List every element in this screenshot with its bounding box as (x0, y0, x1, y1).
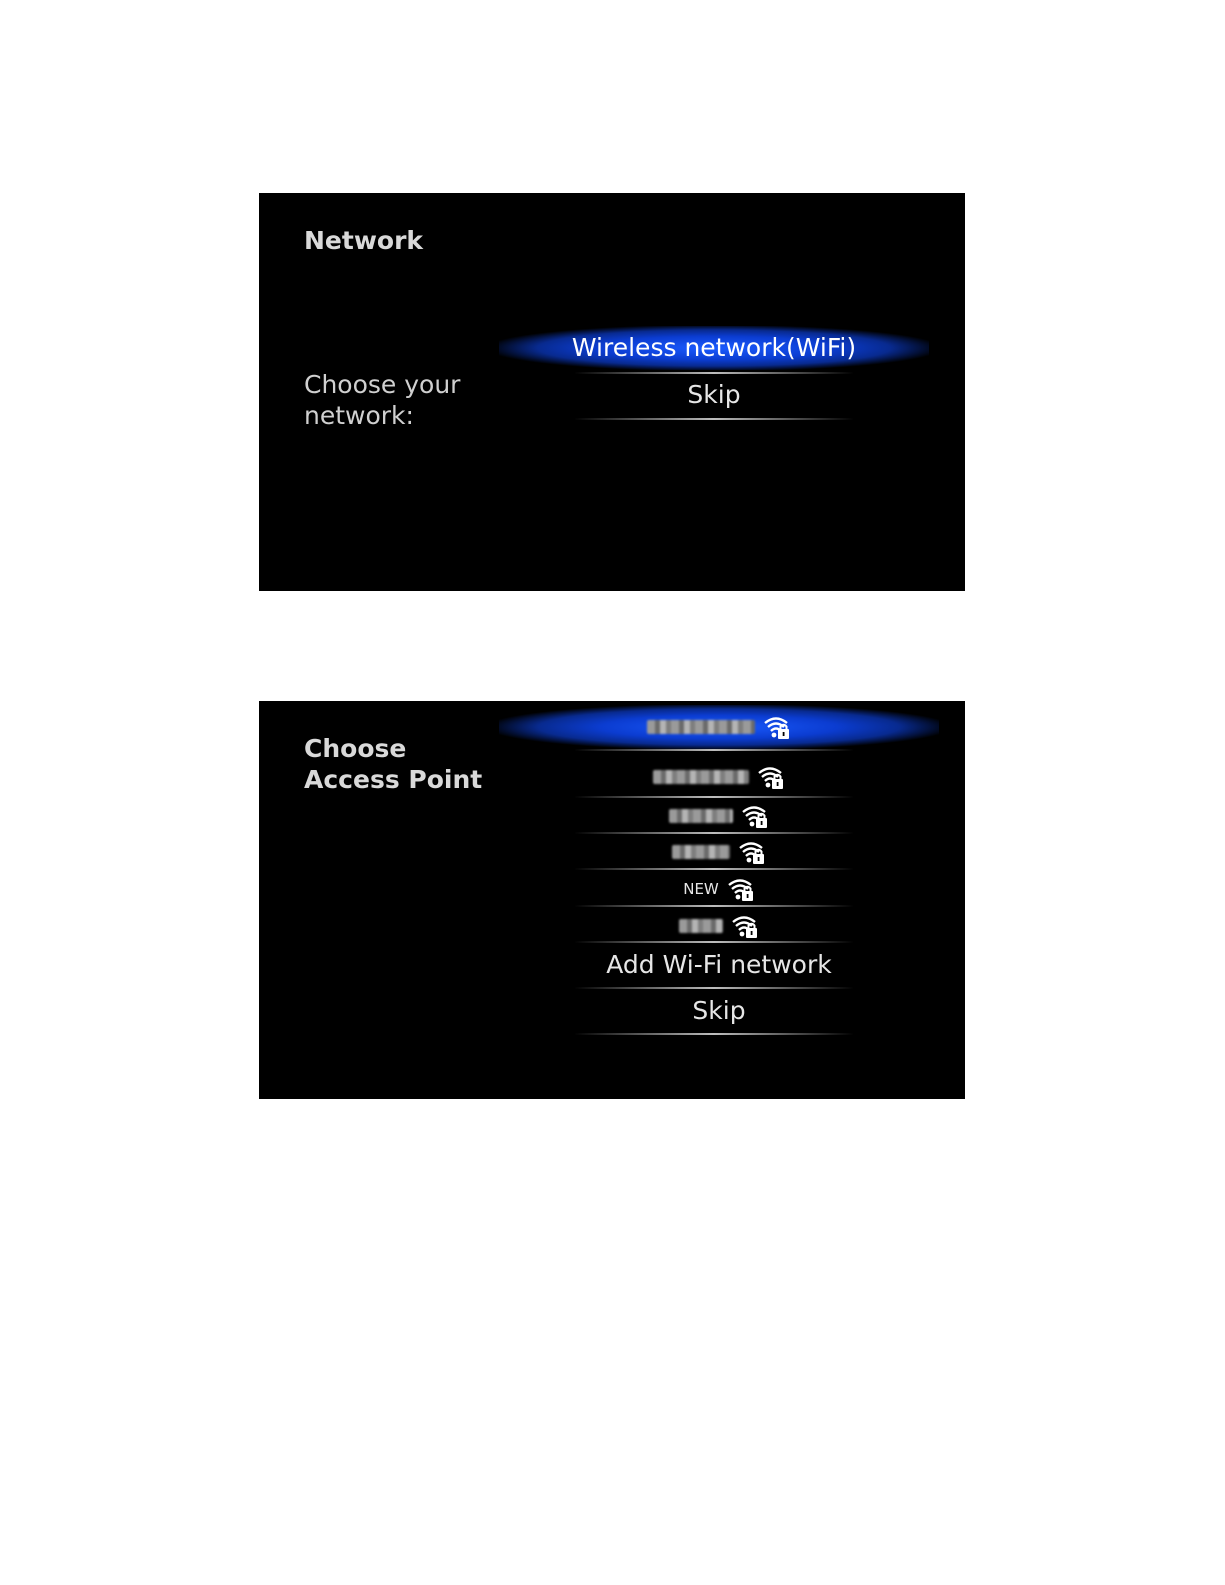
wifi-lock-icon (727, 876, 755, 902)
wifi-lock-icon (738, 839, 766, 865)
access-point-name-redacted (647, 720, 755, 734)
access-point-item[interactable] (499, 759, 939, 795)
screen-title: Choose Access Point (304, 734, 483, 794)
access-point-name-redacted (653, 770, 749, 784)
wireless-network-label: Wireless network(WiFi) (571, 333, 857, 362)
divider (574, 749, 854, 751)
access-point-name-redacted (679, 919, 723, 933)
divider (574, 905, 854, 907)
skip-button[interactable] (499, 989, 939, 1033)
access-point-item[interactable] (499, 798, 939, 834)
screen-title: Network (304, 226, 424, 255)
divider (574, 418, 854, 420)
access-point-name-redacted (669, 809, 733, 823)
wifi-lock-icon (757, 764, 785, 790)
add-wifi-network-button[interactable] (499, 943, 939, 987)
access-point-item[interactable] (499, 908, 939, 944)
access-point-name-redacted (672, 845, 730, 859)
access-point-screen (259, 701, 965, 1099)
wifi-lock-icon (731, 913, 759, 939)
network-screen (259, 193, 965, 591)
choose-network-prompt: Choose your network: (304, 370, 461, 430)
access-point-name: NEW (683, 880, 719, 898)
access-point-item[interactable] (499, 871, 939, 907)
skip-label: Skip (692, 996, 746, 1025)
divider (574, 1033, 854, 1035)
skip-button[interactable] (499, 373, 929, 417)
add-wifi-network-label: Add Wi-Fi network (606, 950, 832, 979)
access-point-item[interactable] (499, 705, 939, 749)
wireless-network-option[interactable] (499, 326, 929, 370)
access-point-item[interactable] (499, 834, 939, 870)
wifi-lock-icon (763, 714, 791, 740)
wifi-lock-icon (741, 803, 769, 829)
divider (574, 868, 854, 870)
skip-label: Skip (687, 380, 741, 409)
